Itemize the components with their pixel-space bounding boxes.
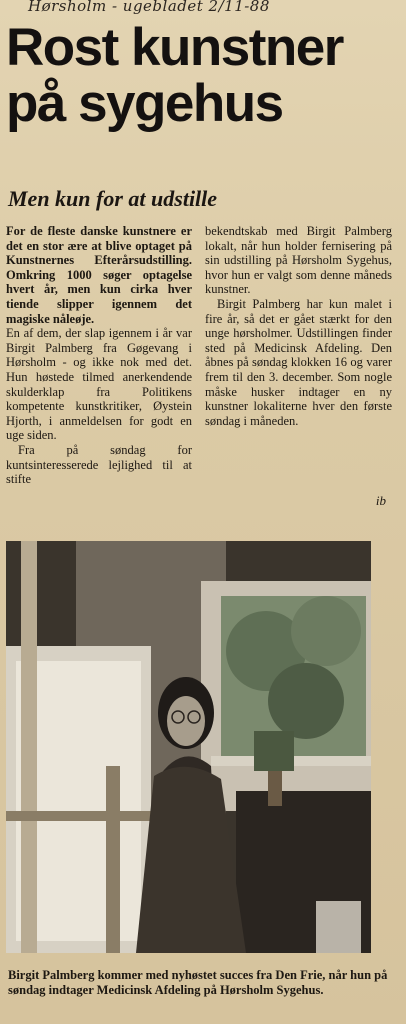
- lead-paragraph: For de fleste danske kunstnere er det en stor ære at blive optaget på Kunstnernes Efterårsudstilling. Omkring 1000 søger optagelse hvert år, men kun cirka hver tiende slipper igennem det magiske nåleøje.: [6, 224, 192, 326]
- photo-artist-at-easel: [6, 541, 371, 953]
- article-column-right: [205, 224, 392, 428]
- author-signature: ib: [375, 493, 386, 508]
- body-paragraph: bekendtskab med Birgit Palmberg lokalt, når hun holder fernisering på sin udstilling på Hørsholm Sygehus, hvor hun er valgt som denne måneds kunstner.: [205, 224, 392, 297]
- body-paragraph: En af dem, der slap igennem i år var Birgit Palmberg fra Gøgevang i Hørsholm - og ikke nok med det. Hun høstede tilmed anerkendende skulderklap fra Politikens kompetente kunstkritiker, Øystein Hjorth, i anmeldelsen for godt en uge siden.: [6, 326, 192, 443]
- body-paragraph: Birgit Palmberg har kun malet i fire år, så det er gået stærkt for den unge hørsholmer. Udstillingen finder sted på Medicinsk Afdeling. Den åbnes på søndag klokken 16 og varer frem til den 3. december. Som nogle måske husker indtager en ny kunstner lokaliterne hver den første søndag i måneden.: [205, 296, 392, 428]
- handwritten-source-note: Hørsholm - ugebladet 2/11-88: [28, 0, 270, 15]
- subheadline: Men kun for at udstille: [8, 186, 218, 211]
- article-photo: [6, 541, 371, 953]
- headline: [6, 20, 346, 132]
- adjacent-article-bleed: [336, 18, 406, 218]
- article-column-left: [6, 224, 192, 487]
- headline-line-1: Rost kunstner: [6, 18, 343, 77]
- body-paragraph: Fra på søndag for kuntsinteresserede lejlighed til at stifte: [6, 442, 192, 487]
- photo-caption: Birgit Palmberg kommer med nyhøstet succes fra Den Frie, når hun på søndag indtager Medicinsk Afdeling på Hørsholm Sygehus.: [8, 968, 388, 997]
- headline-line-2: på sygehus: [6, 74, 283, 133]
